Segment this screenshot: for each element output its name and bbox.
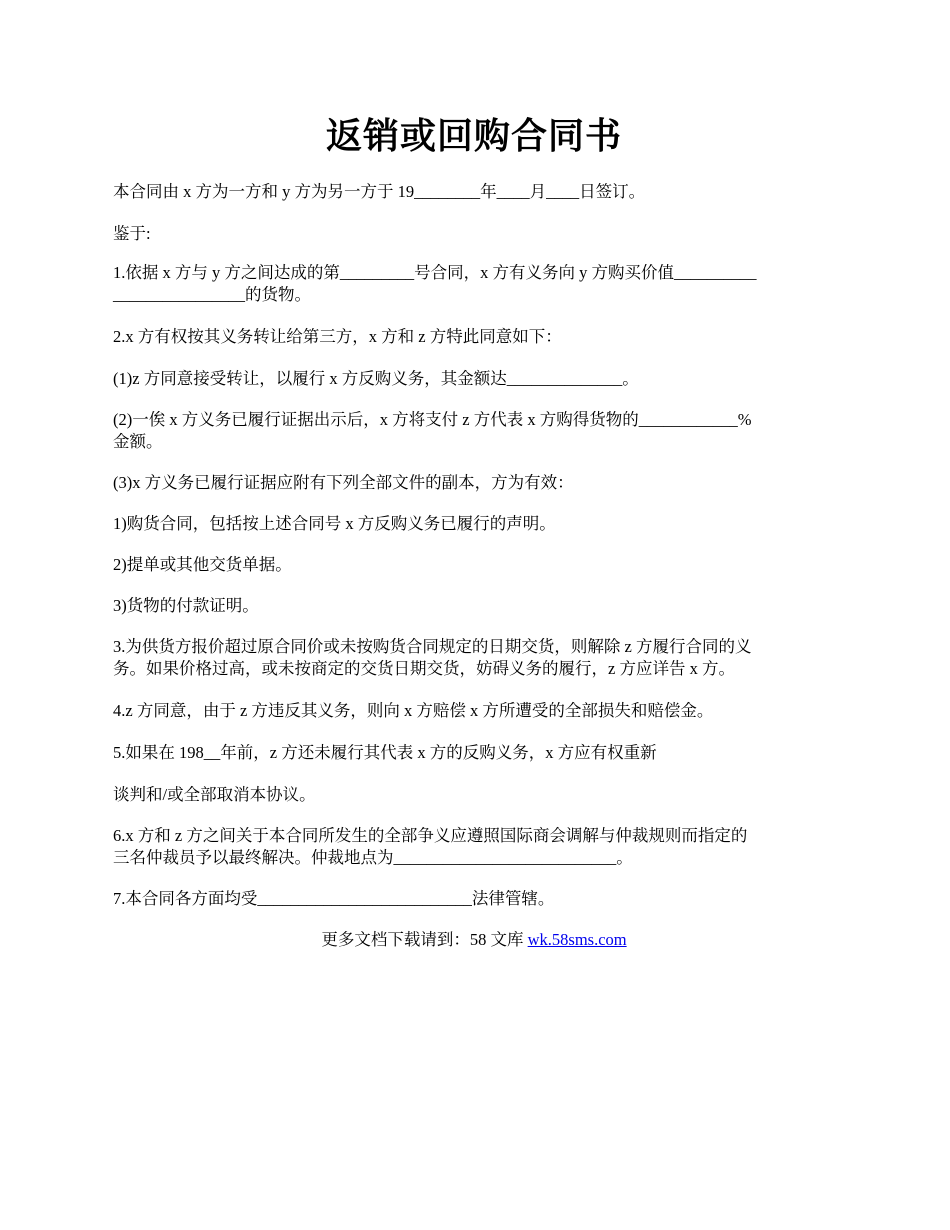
document-title: 返销或回购合同书 [325, 116, 622, 156]
clause-2-sub-1: (1)z 方同意接受转让，以履行 x 方反购义务，其金额达______________。 [113, 369, 639, 388]
clause-7: 7.本合同各方面均受__________________________法律管辖。 [113, 889, 555, 908]
footer [113, 929, 835, 951]
clause-2-sub-2-line-1: (2)一俟 x 方义务已履行证据出示后，x 方将支付 z 方代表 x 方购得货物的____________% [113, 410, 752, 429]
clause-3-line-2: 务。如果价格过高，或未按商定的交货日期交货，妨碍义务的履行，z 方应详告 x 方。 [113, 659, 735, 678]
clause-1-line-2: ________________的货物。 [113, 285, 311, 304]
list-item-1: 1)购货合同，包括按上述合同号 x 方反购义务已履行的声明。 [113, 514, 556, 533]
clause-1-line-1: 1.依据 x 方与 y 方之间达成的第_________号合同，x 方有义务向 y 方购买价值__________ [113, 263, 757, 282]
clause-6 [113, 825, 835, 869]
clause-6-line-1: 6.x 方和 z 方之间关于本合同所发生的全部争义应遵照国际商会调解与仲裁规则而指定的 [113, 826, 748, 845]
clause-5-line-2: 谈判和/或全部取消本协议。 [113, 785, 316, 804]
list-item-3: 3)货物的付款证明。 [113, 596, 259, 615]
intro-paragraph: 本合同由 x 方为一方和 y 方为另一方于 19________年____月____日签订。 [113, 182, 646, 201]
clause-4: 4.z 方同意，由于 z 方违反其义务，则向 x 方赔偿 x 方所遭受的全部损失和赔偿金。 [113, 701, 714, 720]
list-item-2: 2)提单或其他交货单据。 [113, 555, 292, 574]
clause-2-sub-2 [113, 409, 835, 453]
clause-2-sub-3: (3)x 方义务已履行证据应附有下列全部文件的副本，方为有效： [113, 473, 574, 492]
clause-5-line-1: 5.如果在 198__年前，z 方还未履行其代表 x 方的反购义务，x 方应有权重新 [113, 743, 657, 762]
clause-3 [113, 636, 835, 680]
footer-link[interactable]: wk.58sms.com [527, 930, 627, 949]
clause-2: 2.x 方有权按其义务转让给第三方，x 方和 z 方特此同意如下： [113, 327, 562, 346]
clause-6-line-2: 三名仲裁员予以最终解决。仲裁地点为___________________________。 [113, 848, 633, 867]
clause-2-sub-2-line-2: 金额。 [113, 432, 163, 451]
footer-text: 更多文档下载请到：58 文库 [321, 930, 528, 949]
whereas-heading: 鉴于: [113, 224, 151, 243]
clause-1 [113, 262, 835, 306]
clause-3-line-1: 3.为供货方报价超过原合同价或未按购货合同规定的日期交货，则解除 z 方履行合同的义 [113, 637, 752, 656]
